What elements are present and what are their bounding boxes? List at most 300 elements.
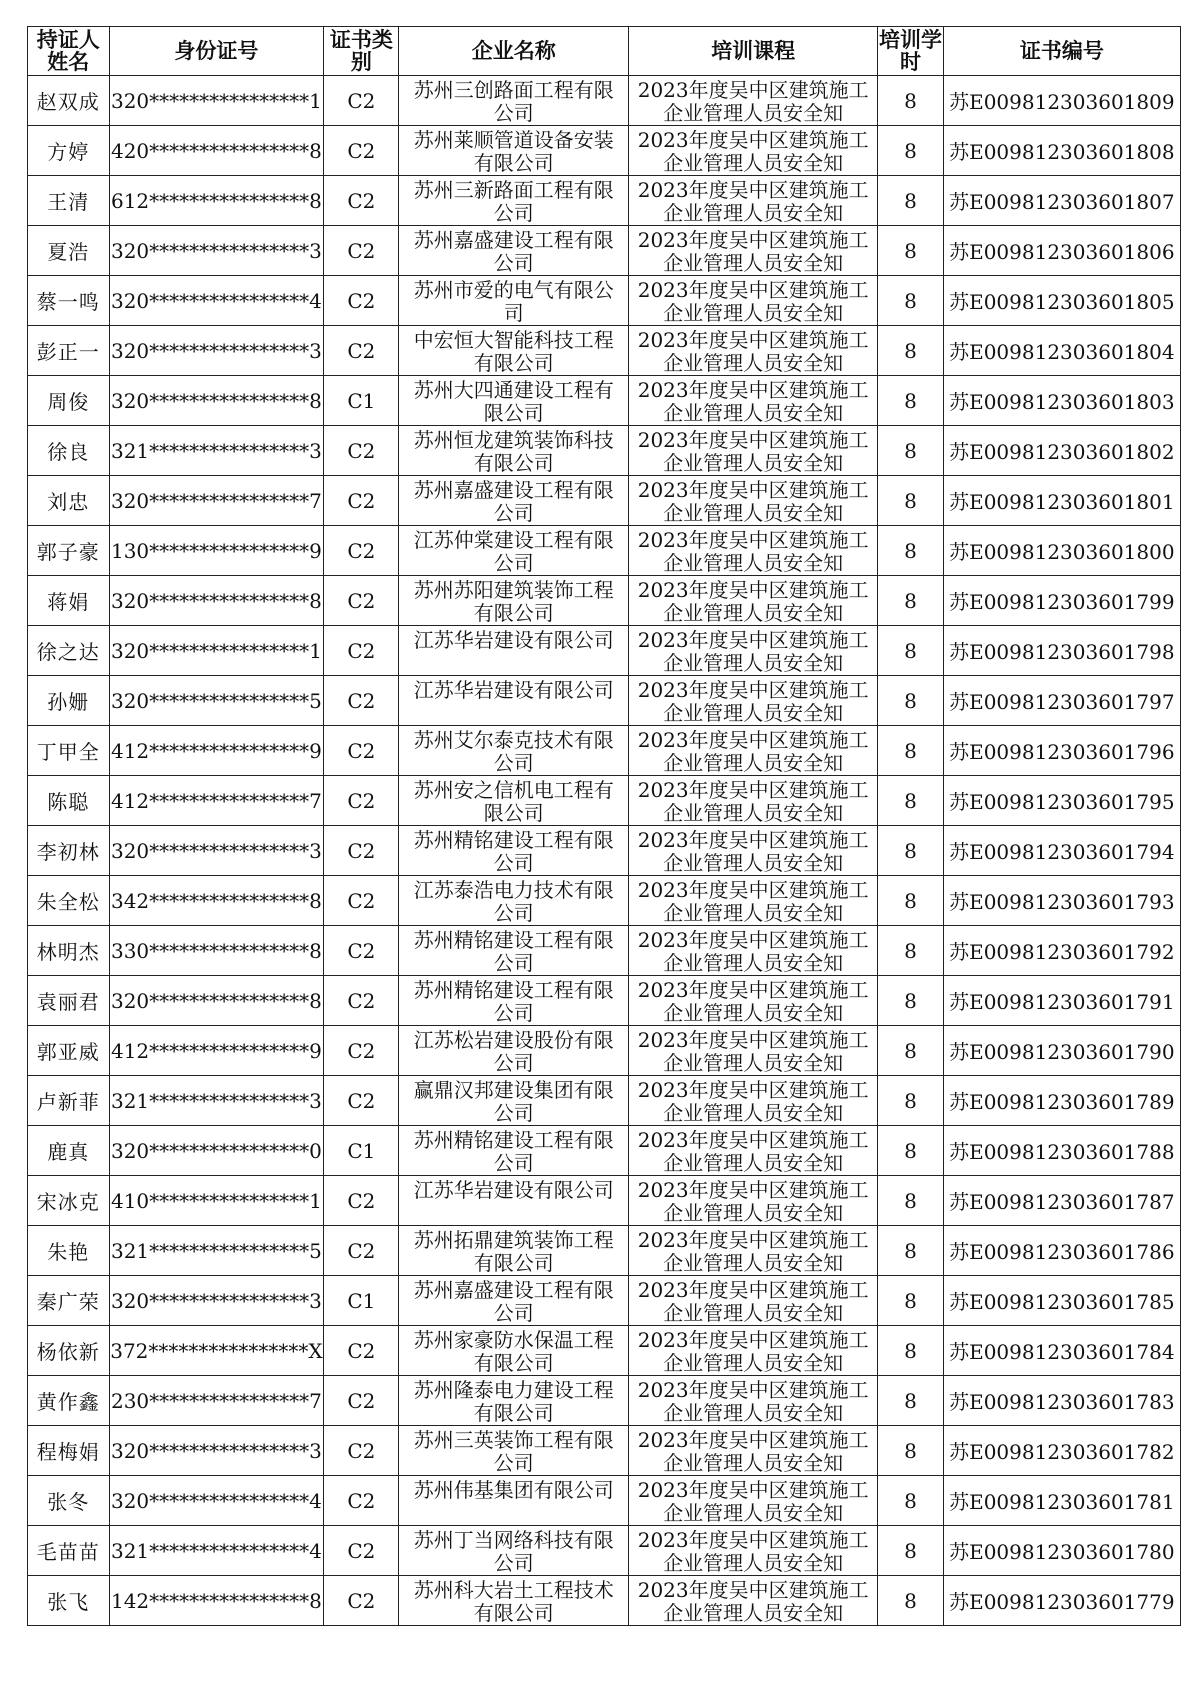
company-cell-text: 中宏恒大智能科技工程有限公司 [413,327,614,375]
holder-name-cell: 黄作鑫 [28,1376,110,1426]
cert-number-cell: 苏E009812303601794 [943,826,1180,876]
cert-class-cell: C2 [324,726,399,776]
course-cell [629,226,878,276]
course-cell [629,1276,878,1326]
cert-number-cell: 苏E009812303601805 [943,276,1180,326]
table-row [28,476,1181,526]
id-number-cell: 372****************X [109,1326,324,1376]
table-row [28,226,1181,276]
holder-name-cell: 毛苗苗 [28,1526,110,1576]
holder-name-cell: 丁甲全 [28,726,110,776]
course-cell [629,1176,878,1226]
course-cell [629,1026,878,1076]
cert-number-cell: 苏E009812303601793 [943,876,1180,926]
cert-class-cell: C2 [324,926,399,976]
table-row [28,1126,1181,1176]
course-cell-text: 2023年度吴中区建筑施工企业管理人员安全知 [637,77,869,125]
course-cell [629,676,878,726]
company-cell [399,1126,629,1176]
company-cell-text: 苏州市爱的电气有限公司 [413,277,614,325]
course-cell-text: 2023年度吴中区建筑施工企业管理人员安全知 [637,427,869,475]
company-cell [399,1276,629,1326]
cert-number-cell: 苏E009812303601800 [943,526,1180,576]
cert-number-cell: 苏E009812303601797 [943,676,1180,726]
holder-name-cell: 陈聪 [28,776,110,826]
company-cell-text: 苏州苏阳建筑装饰工程有限公司 [413,577,614,625]
company-cell-text: 江苏华岩建设有限公司 [413,627,614,652]
header-course: 培训课程 [629,27,878,76]
table-row [28,826,1181,876]
holder-name-cell: 张飞 [28,1576,110,1626]
table-row [28,1326,1181,1376]
company-cell-text: 江苏华岩建设有限公司 [413,677,614,702]
company-cell [399,376,629,426]
hours-cell: 8 [878,1276,943,1326]
hours-cell: 8 [878,926,943,976]
hours-cell: 8 [878,1426,943,1476]
course-cell-text: 2023年度吴中区建筑施工企业管理人员安全知 [637,777,869,825]
hours-cell: 8 [878,1226,943,1276]
course-cell-text: 2023年度吴中区建筑施工企业管理人员安全知 [637,977,869,1025]
holder-name-cell: 方婷 [28,126,110,176]
cert-number-cell: 苏E009812303601783 [943,1376,1180,1426]
cert-class-cell: C2 [324,226,399,276]
cert-class-cell: C2 [324,1026,399,1076]
cert-number-cell: 苏E009812303601795 [943,776,1180,826]
cert-class-cell: C2 [324,526,399,576]
course-cell-text: 2023年度吴中区建筑施工企业管理人员安全知 [637,1177,869,1225]
company-cell [399,1526,629,1576]
company-cell [399,876,629,926]
cert-number-cell: 苏E009812303601782 [943,1426,1180,1476]
company-cell [399,826,629,876]
course-cell-text: 2023年度吴中区建筑施工企业管理人员安全知 [637,277,869,325]
holder-name-cell: 朱艳 [28,1226,110,1276]
table-row [28,1426,1181,1476]
cert-class-cell: C2 [324,776,399,826]
cert-class-cell: C2 [324,1576,399,1626]
company-cell-text: 苏州精铭建设工程有限公司 [413,927,614,975]
course-cell-text: 2023年度吴中区建筑施工企业管理人员安全知 [637,177,869,225]
id-number-cell: 321****************4 [109,1526,324,1576]
course-cell [629,126,878,176]
cert-number-cell: 苏E009812303601780 [943,1526,1180,1576]
cert-number-cell: 苏E009812303601788 [943,1126,1180,1176]
cert-class-cell: C2 [324,426,399,476]
id-number-cell: 320****************3 [109,1276,324,1326]
company-cell [399,1476,629,1526]
cert-number-cell: 苏E009812303601804 [943,326,1180,376]
course-cell-text: 2023年度吴中区建筑施工企业管理人员安全知 [637,827,869,875]
company-cell-text: 江苏松岩建设股份有限公司 [413,1027,614,1075]
company-cell [399,576,629,626]
cert-number-cell: 苏E009812303601799 [943,576,1180,626]
cert-class-cell: C2 [324,826,399,876]
id-number-cell: 230****************7 [109,1376,324,1426]
company-cell [399,1376,629,1426]
cert-class-cell: C2 [324,326,399,376]
cert-class-cell: C2 [324,626,399,676]
holder-name-cell: 徐之达 [28,626,110,676]
hours-cell: 8 [878,1376,943,1426]
company-cell-text: 苏州莱顺管道设备安装有限公司 [413,127,614,175]
cert-class-cell: C2 [324,876,399,926]
course-cell-text: 2023年度吴中区建筑施工企业管理人员安全知 [637,1277,869,1325]
id-number-cell: 320****************1 [109,76,324,126]
hours-cell: 8 [878,1026,943,1076]
company-cell-text: 苏州精铭建设工程有限公司 [413,977,614,1025]
company-cell-text: 苏州艾尔泰克技术有限公司 [413,727,614,775]
company-cell [399,276,629,326]
company-cell [399,126,629,176]
cert-number-cell: 苏E009812303601781 [943,1476,1180,1526]
course-cell-text: 2023年度吴中区建筑施工企业管理人员安全知 [637,627,869,675]
holder-name-cell: 蒋娟 [28,576,110,626]
hours-cell: 8 [878,576,943,626]
hours-cell: 8 [878,726,943,776]
id-number-cell: 142****************8 [109,1576,324,1626]
holder-name-cell: 赵双成 [28,76,110,126]
table-row [28,176,1181,226]
id-number-cell: 321****************3 [109,426,324,476]
id-number-cell: 612****************8 [109,176,324,226]
holder-name-cell: 王清 [28,176,110,226]
table-row [28,626,1181,676]
holder-name-cell: 袁丽君 [28,976,110,1026]
hours-cell: 8 [878,276,943,326]
course-cell-text: 2023年度吴中区建筑施工企业管理人员安全知 [637,1377,869,1425]
company-cell [399,226,629,276]
table-row [28,1276,1181,1326]
hours-cell: 8 [878,676,943,726]
course-cell-text: 2023年度吴中区建筑施工企业管理人员安全知 [637,727,869,775]
company-cell [399,1426,629,1476]
company-cell [399,1576,629,1626]
company-cell [399,1176,629,1226]
course-cell [629,276,878,326]
course-cell-text: 2023年度吴中区建筑施工企业管理人员安全知 [637,1227,869,1275]
course-cell-text: 2023年度吴中区建筑施工企业管理人员安全知 [637,1027,869,1075]
cert-class-cell: C2 [324,276,399,326]
hours-cell: 8 [878,1176,943,1226]
hours-cell: 8 [878,226,943,276]
header-hours: 培训学时 [878,28,942,74]
course-cell [629,1126,878,1176]
header-id-number: 身份证号 [109,27,324,76]
company-cell-text: 苏州嘉盛建设工程有限公司 [413,1277,614,1325]
company-cell-text: 赢鼎汉邦建设集团有限公司 [413,1077,614,1125]
hours-cell: 8 [878,976,943,1026]
company-cell [399,326,629,376]
hours-cell: 8 [878,876,943,926]
cert-class-cell: C1 [324,1126,399,1176]
table-row [28,526,1181,576]
course-cell [629,376,878,426]
course-cell-text: 2023年度吴中区建筑施工企业管理人员安全知 [637,1577,869,1625]
course-cell-text: 2023年度吴中区建筑施工企业管理人员安全知 [637,1477,869,1525]
cert-class-cell: C2 [324,76,399,126]
hours-cell: 8 [878,76,943,126]
course-cell-text: 2023年度吴中区建筑施工企业管理人员安全知 [637,377,869,425]
table-row [28,126,1181,176]
cert-number-cell: 苏E009812303601789 [943,1076,1180,1126]
company-cell-text: 苏州嘉盛建设工程有限公司 [413,227,614,275]
holder-name-cell: 程梅娟 [28,1426,110,1476]
course-cell [629,1576,878,1626]
id-number-cell: 320****************3 [109,1426,324,1476]
cert-class-cell: C2 [324,176,399,226]
cert-number-cell: 苏E009812303601787 [943,1176,1180,1226]
table-row [28,876,1181,926]
holder-name-cell: 徐良 [28,426,110,476]
holder-name-cell: 郭子豪 [28,526,110,576]
table-row [28,76,1181,126]
cert-class-cell: C1 [324,1276,399,1326]
holder-name-cell: 宋冰克 [28,1176,110,1226]
table-row [28,926,1181,976]
cert-class-cell: C2 [324,976,399,1026]
table-row [28,1176,1181,1226]
course-cell [629,1476,878,1526]
course-cell-text: 2023年度吴中区建筑施工企业管理人员安全知 [637,1327,869,1375]
id-number-cell: 320****************3 [109,826,324,876]
id-number-cell: 412****************9 [109,726,324,776]
holder-name-cell: 张冬 [28,1476,110,1526]
hours-cell: 8 [878,176,943,226]
course-cell-text: 2023年度吴中区建筑施工企业管理人员安全知 [637,527,869,575]
id-number-cell: 342****************8 [109,876,324,926]
cert-number-cell: 苏E009812303601808 [943,126,1180,176]
course-cell [629,1326,878,1376]
company-cell-text: 苏州家豪防水保温工程有限公司 [413,1327,614,1375]
course-cell-text: 2023年度吴中区建筑施工企业管理人员安全知 [637,127,869,175]
cert-class-cell: C2 [324,676,399,726]
cert-number-cell: 苏E009812303601809 [943,76,1180,126]
cert-class-cell: C2 [324,576,399,626]
company-cell [399,976,629,1026]
holder-name-cell: 朱全松 [28,876,110,926]
company-cell-text: 江苏华岩建设有限公司 [413,1177,614,1202]
company-cell-text: 苏州三创路面工程有限公司 [413,77,614,125]
company-cell [399,476,629,526]
company-cell-text: 苏州安之信机电工程有限公司 [413,777,614,825]
table-row [28,1226,1181,1276]
course-cell [629,626,878,676]
course-cell [629,776,878,826]
company-cell-text: 苏州拓鼎建筑装饰工程有限公司 [413,1227,614,1275]
table-row [28,1376,1181,1426]
cert-class-cell: C2 [324,1476,399,1526]
hours-cell: 8 [878,1476,943,1526]
company-cell-text: 江苏泰浩电力技术有限公司 [413,877,614,925]
table-row [28,1576,1181,1626]
id-number-cell: 320****************5 [109,676,324,726]
id-number-cell: 320****************8 [109,976,324,1026]
course-cell-text: 2023年度吴中区建筑施工企业管理人员安全知 [637,477,869,525]
company-cell [399,426,629,476]
id-number-cell: 320****************3 [109,226,324,276]
company-cell [399,176,629,226]
cert-number-cell: 苏E009812303601801 [943,476,1180,526]
course-cell-text: 2023年度吴中区建筑施工企业管理人员安全知 [637,1427,869,1475]
company-cell [399,776,629,826]
course-cell-text: 2023年度吴中区建筑施工企业管理人员安全知 [637,1077,869,1125]
company-cell-text: 江苏仲棠建设工程有限公司 [413,527,614,575]
header-company: 企业名称 [399,27,629,76]
holder-name-cell: 郭亚威 [28,1026,110,1076]
cert-class-cell: C2 [324,1226,399,1276]
cert-class-cell: C2 [324,1526,399,1576]
holder-name-cell: 秦广荣 [28,1276,110,1326]
hours-cell: 8 [878,776,943,826]
cert-number-cell: 苏E009812303601807 [943,176,1180,226]
course-cell [629,576,878,626]
hours-cell: 8 [878,376,943,426]
company-cell [399,676,629,726]
company-cell [399,526,629,576]
hours-cell: 8 [878,626,943,676]
course-cell-text: 2023年度吴中区建筑施工企业管理人员安全知 [637,1527,869,1575]
id-number-cell: 320****************1 [109,626,324,676]
id-number-cell: 320****************8 [109,376,324,426]
table-row [28,1526,1181,1576]
course-cell [629,76,878,126]
company-cell-text: 苏州恒龙建筑装饰科技有限公司 [413,427,614,475]
company-cell [399,1026,629,1076]
company-cell [399,1326,629,1376]
cert-number-cell: 苏E009812303601798 [943,626,1180,676]
hours-cell: 8 [878,526,943,576]
course-cell [629,826,878,876]
cert-class-cell: C2 [324,1376,399,1426]
course-cell-text: 2023年度吴中区建筑施工企业管理人员安全知 [637,1127,869,1175]
company-cell-text: 苏州伟基集团有限公司 [413,1477,614,1502]
course-cell [629,976,878,1026]
company-cell-text: 苏州嘉盛建设工程有限公司 [413,477,614,525]
course-cell [629,1376,878,1426]
company-cell-text: 苏州丁当网络科技有限公司 [413,1527,614,1575]
cert-class-cell: C2 [324,476,399,526]
id-number-cell: 321****************3 [109,1076,324,1126]
id-number-cell: 320****************7 [109,476,324,526]
hours-cell: 8 [878,826,943,876]
cert-number-cell: 苏E009812303601784 [943,1326,1180,1376]
table-row [28,1076,1181,1126]
table-row [28,576,1181,626]
course-cell [629,476,878,526]
cert-class-cell: C1 [324,376,399,426]
table-row [28,426,1181,476]
id-number-cell: 420****************8 [109,126,324,176]
id-number-cell: 412****************7 [109,776,324,826]
cert-number-cell: 苏E009812303601792 [943,926,1180,976]
hours-cell: 8 [878,426,943,476]
course-cell-text: 2023年度吴中区建筑施工企业管理人员安全知 [637,227,869,275]
id-number-cell: 320****************8 [109,576,324,626]
hours-cell: 8 [878,1326,943,1376]
cert-class-cell: C2 [324,126,399,176]
table-row [28,276,1181,326]
company-cell [399,76,629,126]
table-row [28,1476,1181,1526]
hours-cell: 8 [878,126,943,176]
table-row [28,1026,1181,1076]
hours-cell: 8 [878,1126,943,1176]
holder-name-cell: 夏浩 [28,226,110,276]
holder-name-cell: 彭正一 [28,326,110,376]
holder-name-cell: 林明杰 [28,926,110,976]
company-cell-text: 苏州精铭建设工程有限公司 [413,827,614,875]
cert-class-cell: C2 [324,1176,399,1226]
company-cell [399,1226,629,1276]
table-row [28,376,1181,426]
holder-name-cell: 周俊 [28,376,110,426]
company-cell-text: 苏州科大岩土工程技术有限公司 [413,1577,614,1625]
course-cell [629,1426,878,1476]
course-cell [629,176,878,226]
header-cert-number: 证书编号 [943,27,1180,76]
table-row [28,726,1181,776]
id-number-cell: 320****************3 [109,326,324,376]
holder-name-cell: 孙姗 [28,676,110,726]
course-cell-text: 2023年度吴中区建筑施工企业管理人员安全知 [637,927,869,975]
holder-name-cell: 刘忠 [28,476,110,526]
id-number-cell: 412****************9 [109,1026,324,1076]
company-cell-text: 苏州大四通建设工程有限公司 [413,377,614,425]
hours-cell: 8 [878,1576,943,1626]
company-cell-text: 苏州精铭建设工程有限公司 [413,1127,614,1175]
course-cell [629,876,878,926]
hours-cell: 8 [878,326,943,376]
table-header [28,27,1181,76]
company-cell-text: 苏州三英装饰工程有限公司 [413,1427,614,1475]
holder-name-cell: 李初林 [28,826,110,876]
cert-class-cell: C2 [324,1426,399,1476]
certificate-table [27,26,1181,1626]
course-cell [629,426,878,476]
course-cell [629,926,878,976]
course-cell [629,726,878,776]
course-cell-text: 2023年度吴中区建筑施工企业管理人员安全知 [637,327,869,375]
cert-number-cell: 苏E009812303601791 [943,976,1180,1026]
course-cell [629,1526,878,1576]
course-cell-text: 2023年度吴中区建筑施工企业管理人员安全知 [637,677,869,725]
cert-number-cell: 苏E009812303601796 [943,726,1180,776]
hours-cell: 8 [878,1076,943,1126]
cert-number-cell: 苏E009812303601790 [943,1026,1180,1076]
cert-number-cell: 苏E009812303601785 [943,1276,1180,1326]
course-cell [629,1076,878,1126]
course-cell-text: 2023年度吴中区建筑施工企业管理人员安全知 [637,877,869,925]
header-row [28,27,1181,76]
table-row [28,776,1181,826]
id-number-cell: 321****************5 [109,1226,324,1276]
company-cell [399,926,629,976]
table-body [28,76,1181,1626]
id-number-cell: 130****************9 [109,526,324,576]
hours-cell: 8 [878,476,943,526]
hours-cell: 8 [878,1526,943,1576]
course-cell-text: 2023年度吴中区建筑施工企业管理人员安全知 [637,577,869,625]
cert-class-cell: C2 [324,1076,399,1126]
id-number-cell: 320****************4 [109,1476,324,1526]
company-cell [399,1076,629,1126]
holder-name-cell: 蔡一鸣 [28,276,110,326]
cert-number-cell: 苏E009812303601802 [943,426,1180,476]
course-cell [629,1226,878,1276]
holder-name-cell: 鹿真 [28,1126,110,1176]
id-number-cell: 320****************0 [109,1126,324,1176]
